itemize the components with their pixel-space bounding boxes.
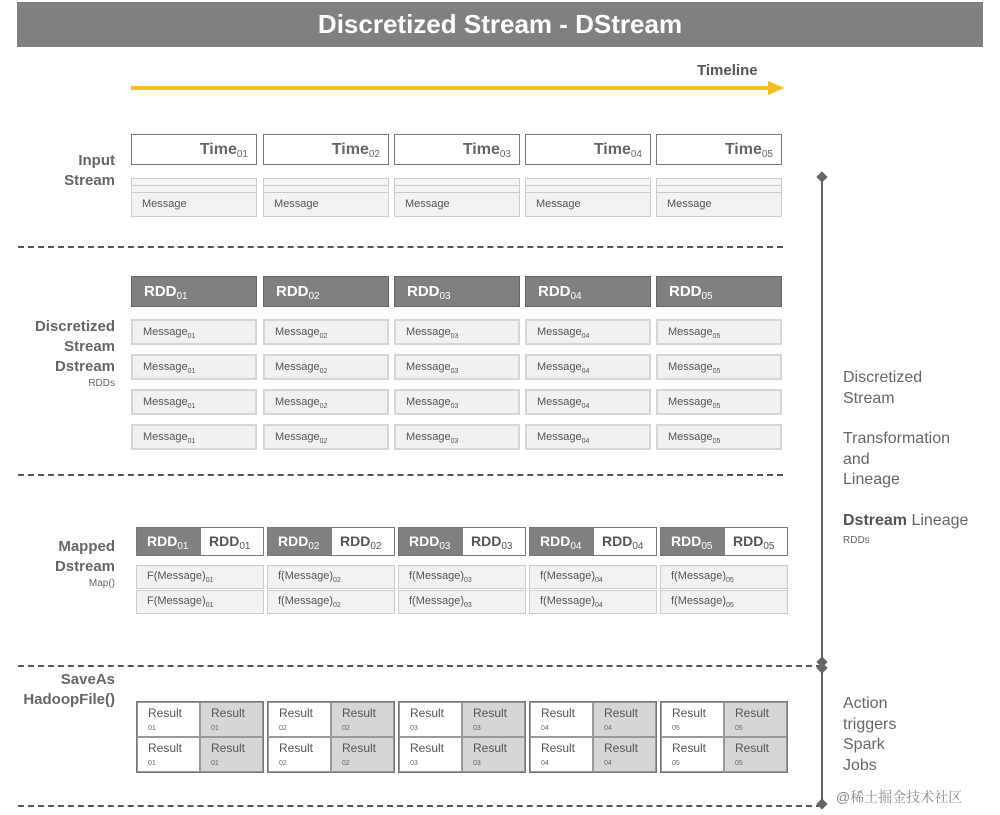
message-stack (131, 178, 257, 217)
source-rdd: $RDD_{03}$ (399, 528, 463, 555)
result-cell: Result 04 (593, 702, 656, 737)
mapped-message: $f(Message)_{03}$ (398, 565, 526, 589)
rdd-message: Message$_{04}$ (525, 389, 651, 415)
source-rdd: $RDD_{01}$ (137, 528, 201, 555)
result-group (660, 701, 788, 773)
result-group (398, 701, 526, 773)
result-cell: Result 05 (661, 737, 724, 772)
rdd-message: Message$_{04}$ (525, 354, 651, 380)
time-box: Time$_{04}$ (525, 134, 651, 165)
stacked-message (263, 178, 389, 185)
result-cell: Result 02 (268, 702, 331, 737)
message-box: Message (525, 192, 651, 217)
mapped-message: $f(Message)_{04}$ (529, 565, 657, 589)
message-stack (525, 178, 651, 217)
mapped-rdd-pair (529, 527, 657, 556)
message-stack (263, 178, 389, 217)
time-box: Time$_{03}$ (394, 134, 520, 165)
rdd-message: Message$_{02}$ (263, 319, 389, 345)
result-group (267, 701, 395, 773)
rdd-header: $RDD_{02}$ (263, 276, 389, 307)
rdd-header: $RDD_{05}$ (656, 276, 782, 307)
stacked-message (394, 185, 520, 192)
rdd-message: Message$_{02}$ (263, 354, 389, 380)
result-cell: Result 01 (200, 737, 263, 772)
diagram-title: Discretized Stream - DStream (17, 2, 983, 47)
input-stream-label: Input Stream (64, 152, 115, 189)
rdd-message: Message$_{01}$ (131, 424, 257, 450)
side-dstream-lineage: Dstream Lineage RDDs (843, 512, 969, 546)
mapped-rdd-pair (267, 527, 395, 556)
separator-line (18, 665, 822, 667)
result-cell: Result 05 (661, 702, 724, 737)
rdd-header: $RDD_{01}$ (131, 276, 257, 307)
mapped-rdd: $RDD_{05}$ (725, 528, 787, 555)
watermark: @稀土掘金技术社区 (836, 789, 963, 805)
stacked-message (263, 185, 389, 192)
mapped-message: $f(Message)_{04}$ (529, 590, 657, 614)
result-group (136, 701, 264, 773)
rdd-header: $RDD_{04}$ (525, 276, 651, 307)
result-cell: Result 01 (137, 702, 200, 737)
source-rdd: $RDD_{04}$ (530, 528, 594, 555)
side-action-triggers: Action triggers Spark Jobs (843, 695, 897, 774)
message-box: Message (131, 192, 257, 217)
mapped-message: $f(Message)_{05}$ (660, 590, 788, 614)
result-cell: Result 02 (331, 737, 394, 772)
rdd-message: Message$_{05}$ (656, 389, 782, 415)
mapped-rdd-pair (398, 527, 526, 556)
result-cell: Result 05 (724, 702, 787, 737)
rdd-message: Message$_{01}$ (131, 354, 257, 380)
mapped-rdd-pair (136, 527, 264, 556)
rdd-message: Message$_{05}$ (656, 319, 782, 345)
stacked-message (656, 178, 782, 185)
message-box: Message (394, 192, 520, 217)
result-cell: Result 03 (399, 737, 462, 772)
rdd-message: Message$_{01}$ (131, 319, 257, 345)
time-box: Time$_{01}$ (131, 134, 257, 165)
time-box: Time$_{02}$ (263, 134, 389, 165)
rdd-message: Message$_{04}$ (525, 424, 651, 450)
mapped-message: $f(Message)_{02}$ (267, 565, 395, 589)
result-cell: Result 02 (268, 737, 331, 772)
mapped-dstream-label: Mapped Dstream Map() (54, 538, 115, 589)
stacked-message (656, 185, 782, 192)
side-transformation-lineage: Transformation and Lineage (843, 430, 950, 488)
result-group (529, 701, 657, 773)
separator-line (18, 246, 783, 248)
result-cell: Result 01 (200, 702, 263, 737)
rdd-message: Message$_{02}$ (263, 424, 389, 450)
mapped-rdd: $RDD_{04}$ (594, 528, 656, 555)
rdd-header: $RDD_{03}$ (394, 276, 520, 307)
mapped-message: $f(Message)_{03}$ (398, 590, 526, 614)
rdd-message: Message$_{05}$ (656, 354, 782, 380)
mapped-message: $F(Message)_{01}$ (136, 590, 264, 614)
separator-line (18, 474, 783, 476)
result-cell: Result 03 (462, 737, 525, 772)
rdd-message: Message$_{01}$ (131, 389, 257, 415)
stacked-message (394, 178, 520, 185)
side-discretized-stream: Discretized Stream (843, 369, 923, 407)
lineage-vertical-line (821, 176, 823, 806)
save-as-hadoop-label: SaveAs HadoopFile() (23, 671, 115, 708)
mapped-rdd: $RDD_{02}$ (332, 528, 394, 555)
rdd-message: Message$_{04}$ (525, 319, 651, 345)
mapped-rdd: $RDD_{03}$ (463, 528, 525, 555)
stacked-message (525, 178, 651, 185)
mapped-message: $F(Message)_{01}$ (136, 565, 264, 589)
source-rdd: $RDD_{02}$ (268, 528, 332, 555)
result-cell: Result 04 (530, 737, 593, 772)
timeline-label: Timeline (697, 62, 758, 79)
message-stack (394, 178, 520, 217)
time-box: Time$_{05}$ (656, 134, 782, 165)
separator-line (18, 805, 822, 807)
stacked-message (525, 185, 651, 192)
result-cell: Result 05 (724, 737, 787, 772)
stacked-message (131, 185, 257, 192)
rdd-message: Message$_{03}$ (394, 319, 520, 345)
result-cell: Result 01 (137, 737, 200, 772)
result-cell: Result 02 (331, 702, 394, 737)
result-cell: Result 03 (462, 702, 525, 737)
source-rdd: $RDD_{05}$ (661, 528, 725, 555)
rdd-message: Message$_{05}$ (656, 424, 782, 450)
result-cell: Result 04 (593, 737, 656, 772)
timeline-arrow (131, 78, 786, 98)
mapped-message: $f(Message)_{05}$ (660, 565, 788, 589)
message-box: Message (656, 192, 782, 217)
mapped-rdd: $RDD_{01}$ (201, 528, 263, 555)
stacked-message (131, 178, 257, 185)
mapped-message: $f(Message)_{02}$ (267, 590, 395, 614)
diamond-marker (816, 171, 827, 182)
message-stack (656, 178, 782, 217)
rdd-message: Message$_{03}$ (394, 389, 520, 415)
rdd-message: Message$_{03}$ (394, 354, 520, 380)
discretized-stream-label: Discretized Stream Dstream RDDs (34, 318, 115, 389)
result-cell: Result 04 (530, 702, 593, 737)
rdd-message: Message$_{03}$ (394, 424, 520, 450)
message-box: Message (263, 192, 389, 217)
result-cell: Result 03 (399, 702, 462, 737)
mapped-rdd-pair (660, 527, 788, 556)
diamond-marker (816, 798, 827, 809)
rdd-message: Message$_{02}$ (263, 389, 389, 415)
